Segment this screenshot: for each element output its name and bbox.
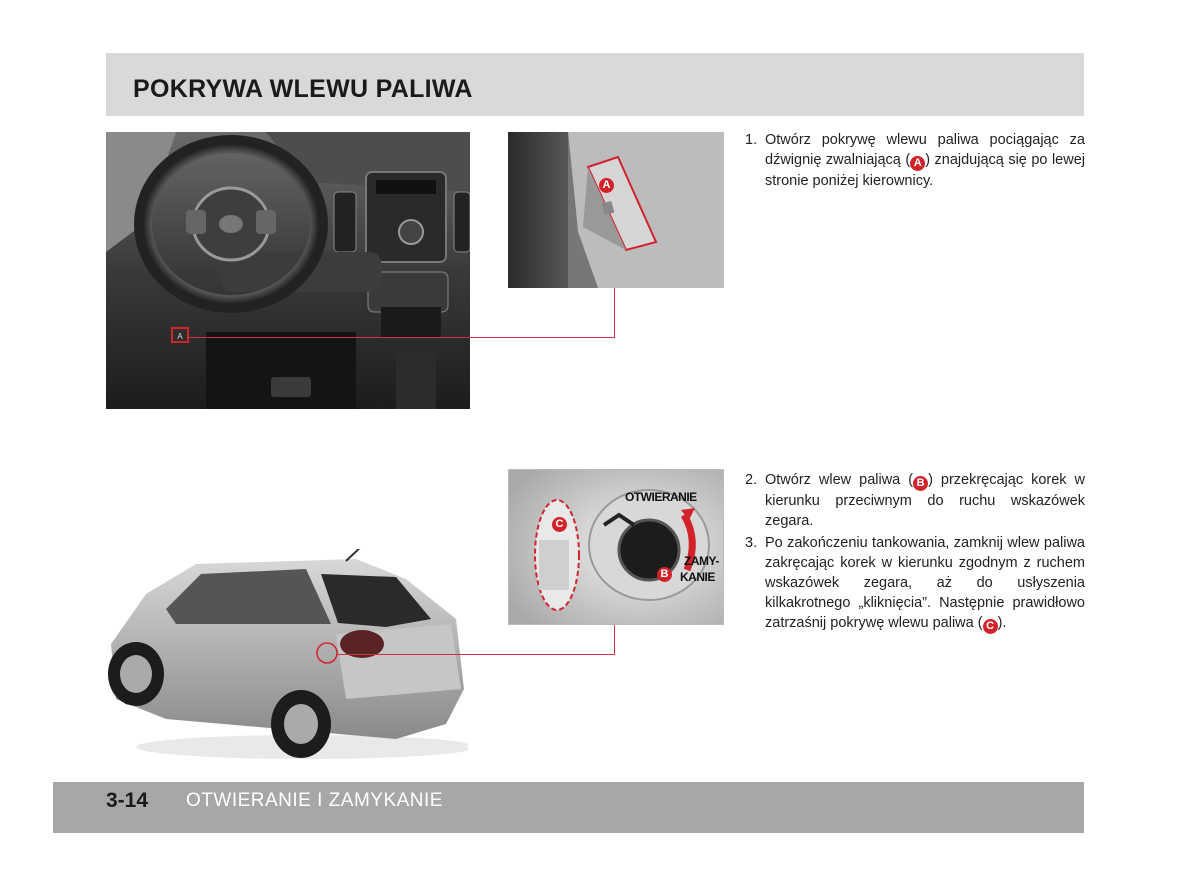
callout-line-dashboard-vertical bbox=[614, 288, 615, 338]
page-title: POKRYWA WLEWU PALIWA bbox=[133, 75, 473, 103]
instruction-2 bbox=[745, 470, 1085, 532]
fuel-cap-marker-b: B bbox=[657, 567, 672, 582]
footer-bar bbox=[53, 782, 1084, 833]
section-name: OTWIERANIE I ZAMYKANIE bbox=[186, 790, 443, 811]
instruction-text: Po zakończeniu tankowania, zamknij wlew paliwa zakręcając korek w kierunku zgodnym z ruchem wskazówek zegara, aż do usłyszenia kilkakrotnego „kliknięcia”. Następnie prawidłowo zatrzaśnij pokrywę wlewu paliwa ( C ). bbox=[765, 535, 1085, 632]
fuel-door-marker-c: C bbox=[552, 517, 567, 532]
instruction-3 bbox=[745, 533, 1085, 658]
open-direction-label: OTWIERANIE bbox=[625, 490, 697, 504]
instruction-1 bbox=[745, 130, 1085, 192]
header-bar bbox=[106, 53, 1084, 116]
dashboard-photo bbox=[106, 132, 470, 409]
page-number: 3-14 bbox=[106, 789, 149, 812]
instruction-text: Otwórz wlew paliwa ( B ) przekręcając korek w kierunku przeciwnym do ruchu wskazówek zegara. bbox=[765, 472, 1085, 529]
fuel-cap-photo bbox=[508, 469, 724, 625]
marker-c-icon: C bbox=[983, 619, 998, 634]
close-direction-label-1: ZAMY- bbox=[684, 554, 719, 568]
close-direction-label-2: KANIE bbox=[680, 570, 715, 584]
marker-a-icon: A bbox=[910, 156, 925, 171]
instruction-number: 1. bbox=[745, 132, 758, 148]
svg-text:A: A bbox=[177, 332, 183, 341]
lever-marker-a: A bbox=[599, 178, 614, 193]
car-rear-photo bbox=[106, 549, 468, 764]
callout-line-car bbox=[337, 654, 615, 655]
instruction-text: Otwórz pokrywę wlewu paliwa pociągając za dźwignię zwalniającą ( A ) znajdującą się po lewej stronie poniżej kierownicy. bbox=[765, 132, 1085, 189]
instruction-number: 3. bbox=[745, 535, 758, 551]
marker-b-icon: B bbox=[913, 476, 928, 491]
callout-line-car-vertical bbox=[614, 625, 615, 655]
instruction-number: 2. bbox=[745, 472, 758, 488]
callout-line-dashboard bbox=[187, 337, 615, 338]
release-lever-photo bbox=[508, 132, 724, 288]
